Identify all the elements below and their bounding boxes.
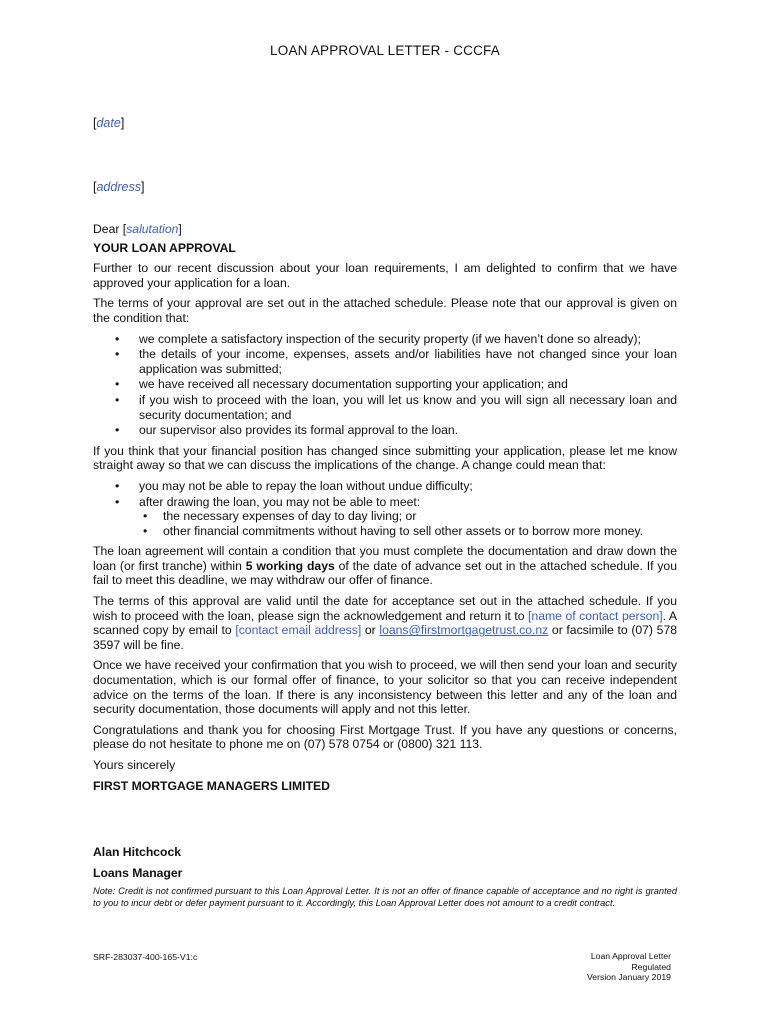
list-item: • we have received all necessary documentation supporting your application; and bbox=[139, 377, 677, 392]
footer-version: Version January 2019 bbox=[586, 972, 671, 983]
list-item bbox=[139, 495, 677, 539]
para4-text-a: The loan agreement will contain a condition that you must complete the documentation and draw down the loan (or first tranche) within bbox=[93, 544, 677, 573]
address-field: [address] bbox=[93, 180, 145, 194]
footer-reference: SRF-283037-400-165-V1:c bbox=[93, 952, 198, 962]
working-days-emphasis: 5 working days bbox=[245, 558, 335, 573]
address-placeholder: address bbox=[96, 180, 141, 194]
date-placeholder: date bbox=[96, 116, 121, 130]
section-heading: YOUR LOAN APPROVAL bbox=[93, 240, 236, 255]
paragraph-loan-agreement bbox=[93, 544, 677, 588]
para5-text-b: . A scanned copy by email to bbox=[93, 608, 678, 638]
footer-version-block bbox=[587, 951, 671, 983]
contact-person-placeholder: [name of contact person] bbox=[528, 608, 663, 623]
footer-doc-name: Loan Approval Letter bbox=[590, 951, 671, 961]
date-field: [date] bbox=[93, 116, 125, 130]
paragraph-financial-change: If you think that your financial position has changed since submitting your application, please let me know straight away so that we can discuss the implications of the change. A change could mean that: bbox=[93, 443, 677, 473]
list-item: • we complete a satisfactory inspection of the security property (if we haven’t done so already); bbox=[139, 332, 677, 347]
company-name: FIRST MORTGAGE MANAGERS LIMITED bbox=[93, 778, 330, 793]
paragraph-intro: Further to our recent discussion about your loan requirements, I am delighted to confirm that we have approved your application for a loan. bbox=[93, 261, 677, 290]
paragraph-terms: The terms of your approval are set out in the attached schedule. Please note that our approval is given on the condition that: bbox=[93, 296, 677, 325]
paragraph-validity bbox=[93, 594, 677, 652]
paragraph-confirmation: Once we have received your confirmation that you wish to proceed, we will then send your loan and security documentation, which is our formal offer of finance, to your solicitor so that you can receive independent advice on the terms of the loan. If there is any inconsistency between this letter and any of the loan and security documentation, those documents will apply and not this letter. bbox=[93, 658, 677, 717]
paragraph-congratulations: Congratulations and thank you for choosing First Mortgage Trust. If you have any questions or concerns, please do not hesitate to phone me on (07) 578 0754 or (0800) 321 113. bbox=[93, 722, 677, 752]
contact-email-placeholder: [contact email address] bbox=[235, 623, 362, 638]
list-item: • if you wish to proceed with the loan, you will let us know and you will sign all necessary loan and security documentation; and bbox=[139, 393, 677, 422]
email-link[interactable]: loans@firstmortgagetrust.co.nz bbox=[379, 623, 549, 638]
list-item: • the details of your income, expenses, assets and/or liabilities have not changed since your loan application was submitted; bbox=[139, 347, 677, 376]
list-item-text: after drawing the loan, you may not be able to meet: bbox=[139, 494, 421, 509]
para4-text-b: of the date of advance set out in the attached schedule. If you fail to meet this deadline, we may withdraw our offer of finance. bbox=[93, 558, 677, 588]
change-list bbox=[93, 479, 677, 538]
signer-name: Alan Hitchcock bbox=[93, 845, 182, 860]
disclaimer-note: Note: Credit is not confirmed pursuant to this Loan Approval Letter. It is not an offer of finance capable of acceptance and no right is granted to you to incur debt or defer payment pursuant to it. Accordingly, this Loan Approval Letter does not amount to a credit contract. bbox=[93, 886, 677, 908]
document-title: LOAN APPROVAL LETTER - CCCFA bbox=[270, 43, 500, 58]
para5-text-d: or facsimile to (07) 578 3597 will be fine. bbox=[93, 623, 677, 652]
para5-text-a: The terms of this approval are valid until the date for acceptance set out in the attached schedule. If you wish to proceed with the loan, please sign the acknowledgement and return it to bbox=[93, 594, 677, 623]
change-sublist bbox=[139, 509, 677, 538]
sub-list-item: • the necessary expenses of day to day living; or bbox=[163, 509, 677, 524]
conditions-list bbox=[93, 332, 677, 438]
list-item: • you may not be able to repay the loan without undue difficulty; bbox=[139, 479, 677, 494]
list-item: • our supervisor also provides its formal approval to the loan. bbox=[139, 423, 677, 438]
para5-text-c: or bbox=[361, 623, 380, 638]
signer-role: Loans Manager bbox=[93, 865, 183, 880]
salutation-placeholder: salutation bbox=[126, 222, 179, 236]
letter-body bbox=[93, 222, 677, 910]
greeting-line: Dear [salutation] bbox=[93, 222, 182, 236]
footer-regulated: Regulated bbox=[631, 961, 671, 972]
sub-list-item: • other financial commitments without having to sell other assets or to borrow more money. bbox=[163, 524, 677, 539]
closing: Yours sincerely bbox=[93, 758, 176, 772]
greeting: Dear bbox=[93, 222, 120, 236]
